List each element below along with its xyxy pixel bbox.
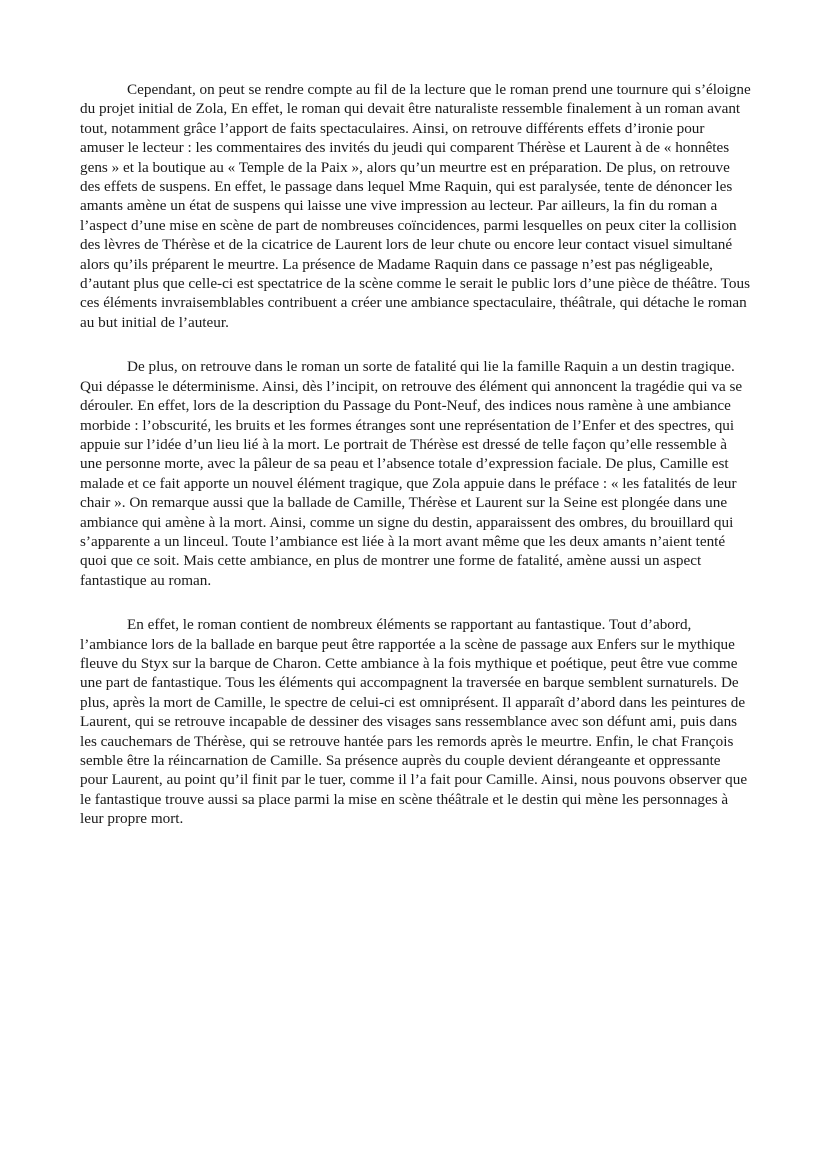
paragraph-fantastique: En effet, le roman contient de nombreux éléments se rapportant au fantastique. Tout d’abord, l’ambiance lors de la ballade en barque peut être rapportée a la scène de passage aux Enfers sur le mythique fleuve du Styx sur la barque de Charon. Cette ambiance à la fois mythique et poétique, peut être vue comme une part de fantastique. Tous les éléments qui accompagnent la traversée en barque semblent surnaturels. De plus, après la mort de Camille, le spectre de celui-ci est omniprésent. Il apparaît d’abord dans les peintures de Laurent, qui se retrouve incapable de dessiner des visages sans ressemblance avec son défunt ami, puis dans les cauchemars de Thérèse, qui se retrouve hantée pars les remords après le meurtre. Enfin, le chat François semble être la réincarnation de Camille. Sa présence auprès du couple devient dérangeante et oppressante pour Laurent, au point qu’il finit par le tuer, comme il l’a fait pour Camille. Ainsi, nous pouvons observer que le fantastique trouve aussi sa place parmi la mise en scène théâtrale et le destin qui mène les personnages à leur propre mort. xyxy=(80,616,748,828)
paragraph-spectacle: Cependant, on peut se rendre compte au fil de la lecture que le roman prend une tournure qui s’éloigne du projet initial de Zola, En effet, le roman qui devait être naturaliste ressemble finalement à un roman avant tout, notamment grâce l’apport de faits spectaculaires. Ainsi, on retrouve différents effets d’ironie pour amuser le lecteur : les commentaires des invités du jeudi qui comparent Thérèse et Laurent à de « honnêtes gens » et la boutique au « Temple de la Paix », alors qu’un meurtre est en préparation. De plus, on retrouve des effets de suspens. En effet, le passage dans lequel Mme Raquin, qui est paralysée, tente de dénoncer les amants amène un état de suspens qui laisse une vive impression au lecteur. Par ailleurs, la fin du roman a l’aspect d’une mise en scène de part de nombreuses coïncidences, parmi lesquelles on peux citer la collision des lèvres de Thérèse et de la cicatrice de Laurent lors de leur chute ou encore leur contact visuel simultané alors qu’ils préparent le meurtre. La présence de Madame Raquin dans ce passage n’est pas négligeable, d’autant plus que celle-ci est spectatrice de la scène comme le serait le public lors d’une pièce de théâtre. Tous ces éléments invraisemblables contribuent a créer une ambiance spectaculaire, théâtrale, qui détache le roman au but initial de l’auteur. xyxy=(80,81,751,331)
paragraph-fatalite: De plus, on retrouve dans le roman un sorte de fatalité qui lie la famille Raquin a un destin tragique. Qui dépasse le déterminisme. Ainsi, dès l’incipit, on retrouve des élément qui annoncent la tragédie qui va se dérouler. En effet, lors de la description du Passage du Pont-Neuf, des indices nous ramène à une ambiance morbide : l’obscurité, les bruits et les formes étranges sont une représentation de l’Enfer et des spectres, qui appuie sur l’idée d’un lieu lié à la mort. Le portrait de Thérèse est dressé de telle façon qu’elle ressemble à une personne morte, avec la pâleur de sa peau et l’absence totale d’expression faciale. De plus, Camille est malade et ce fait apporte un nouvel élément tragique, que Zola appuie dans le préface : « les fatalités de leur chair ». On remarque aussi que la ballade de Camille, Thérèse et Laurent sur la Seine est plongée dans une ambiance qui amène à la mort. Ainsi, comme un signe du destin, apparaissent des ombres, du brouillard qui s’apparente a un linceul. Toute l’ambiance est liée à la mort avant même que les deux amants n’aient tenté quoi que ce soit. Mais cette ambiance, en plus de montrer une forme de fatalité, amène aussi un aspect fantastique au roman. xyxy=(80,358,743,589)
